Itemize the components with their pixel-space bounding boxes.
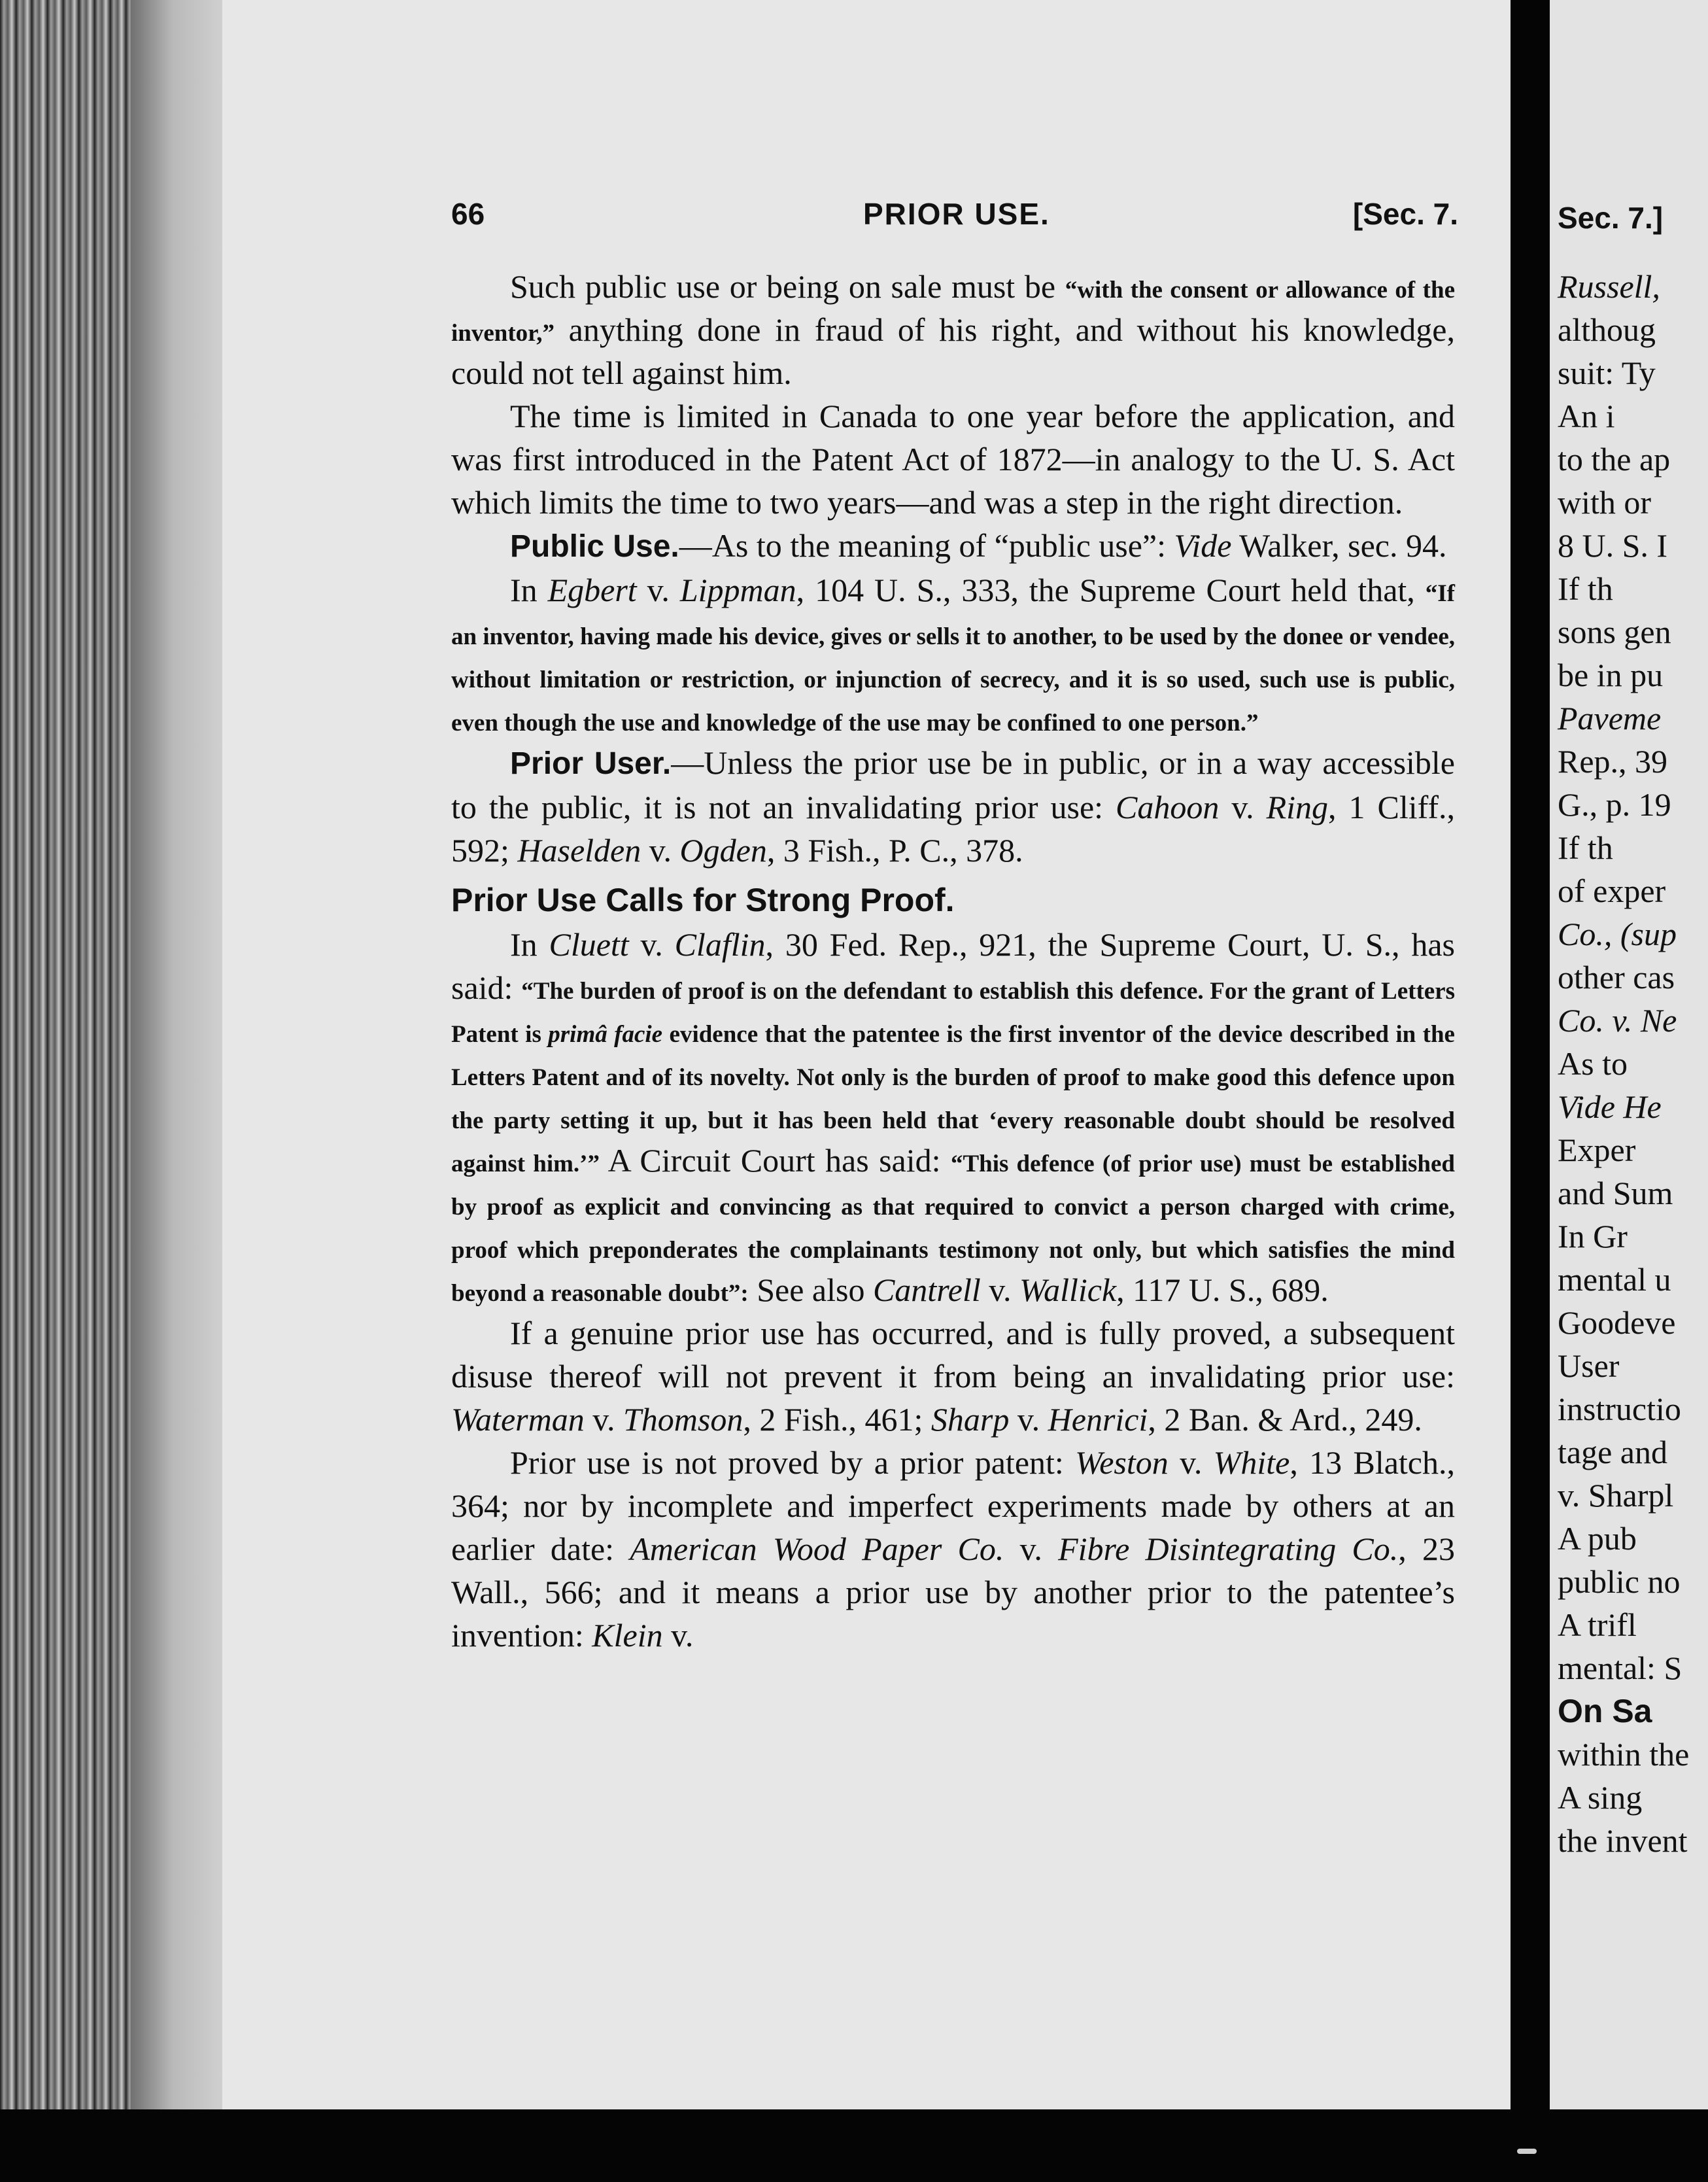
case-name: White	[1213, 1444, 1290, 1481]
right-line: Co., (sup	[1558, 916, 1677, 952]
right-line: Goodeve	[1558, 1304, 1676, 1341]
running-title: PRIOR USE.	[863, 197, 1050, 231]
section-heading-strong-proof: Prior Use Calls for Strong Proof.	[451, 882, 955, 918]
text-run: , 117 U. S., 689.	[1116, 1272, 1329, 1308]
paragraph-disuse: If a genuine prior use has occurred, and is fully proved, a subsequent disuse thereof will not prevent it from being an invalidating prior use: Waterman v. Thomson, 2 Fish., 461; Sharp v. Henrici, 2 Ban. & Ard., 249.	[451, 1315, 1455, 1438]
case-name: Egbert	[547, 572, 637, 608]
case-name: Lippman	[679, 572, 796, 608]
right-line: Exper	[1558, 1132, 1636, 1168]
page-number: 66	[451, 197, 485, 231]
text-run: , 2 Fish., 461;	[743, 1401, 931, 1438]
side-heading-public-use: Public Use.	[510, 529, 679, 564]
case-name: Sharp	[931, 1401, 1010, 1438]
case-name: Thomson	[623, 1401, 743, 1438]
case-name: Cantrell	[872, 1272, 981, 1308]
right-line: althoug	[1558, 311, 1656, 348]
right-line: Vide He	[1558, 1088, 1662, 1125]
right-line: with or	[1558, 484, 1652, 521]
case-name: Waterman	[451, 1401, 585, 1438]
paragraph-prior-patent: Prior use is not proved by a prior patent: Weston v. White, 13 Blatch., 364; nor by incomplete and imperfect experiments made by others at an earlier date: American Wood Paper Co. v. Fibre Disintegrating Co., 23 Wall., 566; and it means a prior use by another prior to the patentee’s invention: Klein v.	[451, 1444, 1455, 1654]
case-name: American Wood Paper Co.	[630, 1531, 1004, 1567]
right-line: Rep., 39	[1558, 743, 1668, 780]
right-line: G., p. 19	[1558, 786, 1671, 823]
right-line: mental: S	[1558, 1650, 1682, 1686]
block-quote: “This defence (of prior use) must be established by proof as explicit and convincing as that required to convict a person charged with crime, proof which preponderates the complainants testimony not only, but which satisfies the mind beyond a reasonable doubt”:	[451, 1151, 1456, 1307]
text-run: anything done in fraud of his right, and without his knowledge, could not tell against him.	[451, 311, 1455, 391]
section-reference: [Sec. 7.	[1352, 197, 1458, 231]
case-name: Cahoon	[1116, 789, 1220, 825]
text-run: —Unless the prior use be in public, or in a way accessible to the public, it is not an invalidating prior use:	[451, 744, 1455, 825]
right-line: A sing	[1558, 1779, 1643, 1816]
right-line: public no	[1558, 1563, 1681, 1600]
text-run: Walker, sec. 94.	[1231, 527, 1447, 564]
right-section-reference: Sec. 7.]	[1558, 201, 1664, 235]
case-name: Weston	[1075, 1444, 1169, 1481]
right-line: 8 U. S. I	[1558, 527, 1668, 564]
paragraph-egbert	[451, 568, 1455, 741]
right-line: suit: Ty	[1558, 355, 1656, 391]
case-name: Wallick	[1019, 1272, 1117, 1308]
text-run: , 13 Blatch., 364; nor by incomplete and imperfect experiments made by others at an earlier date:	[451, 1444, 1455, 1567]
right-line: the invent	[1558, 1822, 1688, 1859]
text-run: , 3 Fish., P. C., 378.	[766, 832, 1023, 869]
paragraph-cluett: In Cluett v. Claflin, 30 Fed. Rep., 921, the Supreme Court, U. S., has said: “The burden of proof is on the defendant to establish this defence. For the grant of Letters Patent is primâ facie evidence that the patentee is the first inventor of the device described in the Letters Patent and of its novelty. Not only is the burden of proof to make good this defence upon the party setting it up, but it has been held that ‘every reasonable doubt should be resolved against him.’” A Circuit Court has said: “This defence (of prior use) must be established by proof as explicit and convincing as that required to convict a person charged with crime, proof which preponderates the complainants testimony not only, but which satisfies the mind beyond a reasonable doubt”: See also Cantrell v. Wallick, 117 U. S., 689.	[451, 926, 1456, 1308]
book-gutter	[1511, 0, 1550, 2182]
right-line: On Sa	[1558, 1693, 1652, 1729]
text-run: , 23 Wall., 566; and it means a prior use by another prior to the patentee’s invention:	[451, 1531, 1455, 1654]
right-line: If th	[1558, 829, 1613, 866]
latin-phrase: primâ facie	[548, 1021, 663, 1048]
right-line: As to	[1558, 1045, 1628, 1082]
right-line: Paveme	[1558, 700, 1662, 736]
right-line: A trifl	[1558, 1606, 1637, 1643]
right-line: and Sum	[1558, 1175, 1673, 1211]
right-line: mental u	[1558, 1261, 1671, 1298]
case-name: Haselden	[517, 832, 641, 869]
right-line: Co. v. Ne	[1558, 1002, 1677, 1039]
case-name: Klein	[592, 1617, 663, 1654]
case-name: Ogden	[679, 832, 767, 869]
case-name: Henrici	[1048, 1401, 1148, 1438]
text-run: , 1 Cliff., 592;	[451, 789, 1455, 869]
right-line: instructio	[1558, 1391, 1681, 1427]
text-run: , 104 U. S., 333, the Supreme Court held that,	[796, 572, 1426, 608]
left-page-body	[451, 265, 1455, 1657]
block-quote: “The burden of proof is on the defendant to establish this defence. For the grant of Letters Patent is	[451, 978, 1456, 1048]
text-run: v.	[662, 1617, 694, 1654]
right-page-fragment	[1558, 196, 1708, 1862]
running-header	[451, 196, 1458, 242]
text-run: Such public use or being on sale must be	[510, 268, 1065, 305]
paragraph-time-limit: The time is limited in Canada to one year before the application, and was first introduced in the Patent Act of 1872—in analogy to the U. S. Act which limits the time to two years—and was a step in the right direction.	[451, 398, 1455, 521]
right-line: v. Sharpl	[1558, 1477, 1674, 1514]
right-line: sons gen	[1558, 614, 1671, 650]
text-run: In	[510, 926, 549, 963]
right-line: be in pu	[1558, 657, 1664, 693]
text-run: A Circuit Court has said:	[600, 1142, 951, 1179]
case-name: Claflin	[674, 926, 766, 963]
paragraph-prior-user: Prior User.—Unless the prior use be in public, or in a way accessible to the public, it is not an invalidating prior use: Cahoon v. Ring, 1 Cliff., 592; Haselden v. Ogden, 3 Fish., P. C., 378.	[451, 744, 1455, 869]
block-quote: evidence that the patentee is the first inventor of the device described in the Letters Patent and of its novelty. Not only is the burden of proof to make good this defence upon the party setting it up, but it has been held that ‘every reasonable doubt should be resolved against him.’”	[451, 1021, 1455, 1177]
text-run: , 2 Ban. & Ard., 249.	[1148, 1401, 1422, 1438]
right-line: Russell,	[1558, 268, 1660, 305]
block-quote: “If an inventor, having made his device, gives or sells it to another, to be used by the donee or vendee, without limitation or restriction, or injunction of secrecy, and it is so used, such use is public, even though the use and knowledge of the use may be confined to one person.”	[451, 580, 1455, 736]
text-run: v.	[636, 572, 680, 608]
text-run: , 30 Fed. Rep., 921, the Supreme Court, U. S., has said:	[451, 926, 1455, 1006]
side-heading-prior-user: Prior User.	[510, 746, 672, 781]
right-line: An i	[1558, 398, 1615, 434]
right-line: other cas	[1558, 959, 1675, 996]
inline-quote: “with the consent or allowance of the inventor,”	[451, 277, 1456, 347]
case-name: Fibre Disintegrating Co.	[1058, 1531, 1399, 1567]
scan-speck	[1517, 2149, 1537, 2154]
right-line: In Gr	[1558, 1218, 1628, 1255]
right-line: User	[1558, 1347, 1620, 1384]
right-line: If th	[1558, 570, 1613, 607]
right-line: to the ap	[1558, 441, 1671, 477]
text-run: See also	[748, 1272, 873, 1308]
text-run: Vide	[1174, 527, 1232, 564]
right-line: of exper	[1558, 873, 1666, 909]
text-run: Prior use is not proved by a prior patent:	[510, 1444, 1076, 1481]
text-run: —As to the meaning of “public use”:	[679, 527, 1174, 564]
case-name: Cluett	[549, 926, 629, 963]
paragraph-consent	[451, 265, 1455, 394]
right-line: tage and	[1558, 1434, 1667, 1470]
scan-bottom-border	[0, 2109, 1708, 2182]
right-line: A pub	[1558, 1520, 1637, 1557]
case-name: Ring	[1266, 789, 1329, 825]
text-run: In	[510, 572, 548, 608]
paragraph-public-use	[451, 524, 1455, 568]
right-line: within the	[1558, 1736, 1690, 1773]
book-page-edges-shading	[131, 0, 235, 2182]
text-run: If a genuine prior use has occurred, and is fully proved, a subsequent disuse thereof will not prevent it from being an invalidating prior use:	[451, 1315, 1455, 1394]
